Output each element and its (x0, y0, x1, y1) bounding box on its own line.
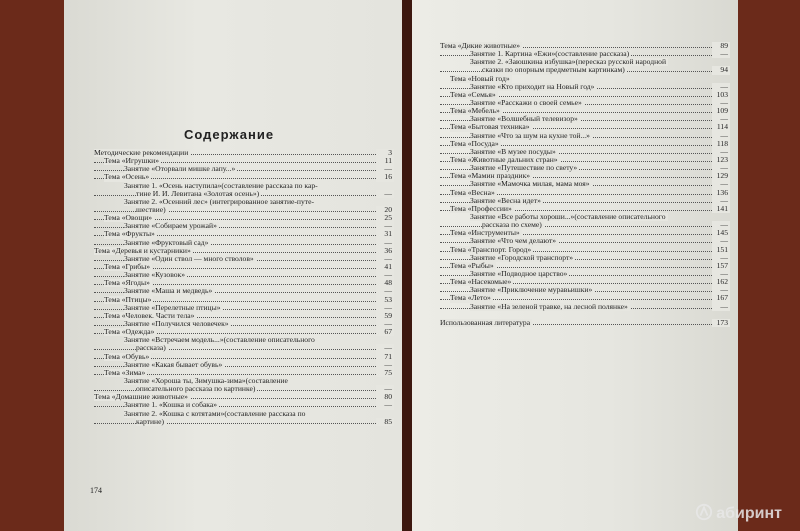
toc-entry-page: 157 (712, 262, 730, 270)
toc-entry-text: Занятие «Путешествие по свету» (470, 163, 578, 173)
toc-entry-page: — (376, 385, 394, 393)
toc-entry-page: 103 (712, 91, 730, 99)
toc-entry-text: Тема «Овощи» (104, 213, 153, 223)
toc-entry-page: 123 (712, 156, 730, 164)
toc-entry-text: Тема «Грибы» (104, 261, 151, 271)
toc-entry-page: 136 (712, 189, 730, 197)
toc-entry-text: Тема «Мамин праздник» (450, 171, 531, 181)
toc-entry-page: 53 (376, 296, 394, 304)
toc-entry-text: Тема «Семья» (450, 89, 496, 99)
toc-entry-text: Занятие «Фруктовый сад» (124, 237, 209, 247)
toc-entry-text: Тема «Птицы» (104, 294, 152, 304)
toc-entry-text: Занятие «Один ствол — много стволов» (124, 253, 254, 263)
toc-entry-page: 109 (712, 107, 730, 115)
toc-entry (440, 303, 730, 311)
toc-entry-text: Занятие «Городской транспорт» (470, 252, 574, 262)
toc-entry (94, 418, 394, 426)
toc-entry-page: — (712, 148, 730, 156)
toc-entry-text: картине) (136, 416, 164, 426)
page-number: 174 (90, 486, 102, 495)
toc-entry-page: 167 (712, 294, 730, 302)
toc-entry-text: Занятие «Собираем урожай» (124, 221, 217, 231)
toc-entry-text: Занятие «Перелетные птицы» (124, 302, 221, 312)
toc-entry-page: 16 (376, 173, 394, 181)
toc-entry-text: Занятие «Какая бывает обувь» (124, 359, 223, 369)
toc-entry-text: Тема «Одежда» (104, 327, 155, 337)
toc-entry-text: Тема «Новый год» (450, 73, 510, 83)
toc-entry-text: Тема «Лето» (450, 293, 491, 303)
toc-entry-page: 141 (712, 205, 730, 213)
toc-entry-text: Занятие 2. «Заюшкина избушка»(пересказ русской народной (470, 57, 667, 67)
toc-entry-page: — (712, 254, 730, 262)
toc-entry-page: 80 (376, 393, 394, 401)
toc-entry-page: — (712, 115, 730, 123)
toc-entry-page: 59 (376, 312, 394, 320)
toc-entry-page: — (712, 197, 730, 205)
toc-entry-page: — (376, 165, 394, 173)
toc-entry-text: Тема «Обувь» (104, 351, 150, 361)
toc-entry-text: Занятие «Встречаем модель...»(составление описательного (124, 335, 315, 345)
toc-entry-text: Тема «Зима» (104, 367, 146, 377)
watermark-text: абиринт (716, 505, 782, 522)
toc-entry-page: 31 (376, 230, 394, 238)
toc-entry-text: Тема «Животные дальних стран» (450, 154, 558, 164)
toc-entry-text: Тема «Насекомые» (450, 277, 512, 287)
toc-entry-text: Занятие «На зеленой травке, на лесной полянке» (470, 301, 628, 311)
toc-entry-page: 3 (376, 149, 394, 157)
toc-entry-text: Занятие 2. «Кошка с котятами»(составление рассказа по (124, 408, 306, 418)
left-toc-list (94, 149, 394, 426)
toc-entry-page: 173 (712, 319, 730, 327)
toc-entry-page: 75 (376, 369, 394, 377)
toc-entry-page: — (376, 271, 394, 279)
toc-entry-page: — (376, 287, 394, 295)
toc-entry-text: Занятие 1. «Кошка и собака» (124, 400, 218, 410)
toc-entry-text: Занятие «Волшебный телевизор» (470, 114, 578, 124)
toc-entry-text: Занятие «В музее посуды» (470, 146, 556, 156)
toc-entry-text: Занятие «Все работы хороши...»(составление описательного (470, 211, 666, 221)
toc-entry-text: Занятие «Маша и медведь» (124, 286, 213, 296)
toc-entry-page: 94 (712, 66, 730, 74)
toc-entry-page: — (376, 344, 394, 352)
toc-entry-page: 71 (376, 353, 394, 361)
toc-entry-text: Тема «Человек. Части тела» (104, 310, 195, 320)
toc-entry-page: — (376, 239, 394, 247)
toc-entry-text: Тема «Посуда» (450, 138, 499, 148)
toc-entry-page: 89 (712, 42, 730, 50)
toc-entry-text: Тема «Бытовая техника» (450, 122, 530, 132)
toc-entry-text: Занятие «Расскажи о своей семье» (470, 97, 582, 107)
toc-entry-text: Занятие 1. Картина «Ежи»(составление рассказа) (470, 49, 630, 59)
toc-entry-text: Тема «Профессии» (450, 203, 512, 213)
toc-entry-text: Тема «Весна» (450, 187, 495, 197)
toc-entry-page: 114 (712, 123, 730, 131)
toc-entry-page: 129 (712, 172, 730, 180)
toc-entry-page: 162 (712, 278, 730, 286)
right-toc-list (440, 42, 730, 327)
toc-entry-text: Занятие «Кузовок» (124, 270, 186, 280)
toc-entry-page: 20 (376, 206, 394, 214)
toc-entry-page: 151 (712, 246, 730, 254)
toc-entry-text: Тема «Дикие животные» (440, 41, 520, 50)
toc-entry-page: 25 (376, 214, 394, 222)
toc-entry-text: Занятие 1. «Осень наступила»(составление рассказа по кар- (124, 180, 318, 190)
toc-entry-text: Занятие «Весна идет» (470, 195, 541, 205)
toc-entry-text: описательного рассказа по картинке) (136, 384, 256, 394)
toc-entry-text: Тема «Мебель» (450, 106, 500, 116)
right-page (412, 0, 738, 531)
toc-entry-page: — (712, 99, 730, 107)
toc-entry-page: 41 (376, 263, 394, 271)
toc-entry-page: — (376, 304, 394, 312)
toc-entry-text: Тема «Деревья и кустарники» (94, 245, 191, 255)
toc-entry-text: тине И. И. Левитана «Золотая осень») (136, 188, 260, 198)
labirint-logo-icon (695, 503, 713, 521)
toc-entry-text: шествие) (136, 204, 166, 214)
left-page (64, 0, 402, 531)
toc-entry-text: Занятие «Мамочка милая, мама моя» (470, 179, 590, 189)
toc-entry-text: Занятие 2. «Осенний лес» (интегрированное занятие-путе- (124, 196, 315, 206)
watermark (695, 503, 782, 523)
toc-entry-page: — (712, 286, 730, 294)
toc-entry-text: сказки по опорным предметным картинкам) (482, 65, 625, 75)
toc-entry-text: Тема «Игрушки» (104, 156, 160, 166)
toc-entry-text: Занятие «Что за шум на кухне той...» (470, 130, 590, 140)
toc-entry-page: — (712, 50, 730, 58)
book-gutter (402, 0, 412, 531)
toc-entry-text: Занятие «Хороша ты, Зимушка-зима»(составление (124, 375, 288, 385)
toc-entry-text: рассказа по схеме) (482, 220, 542, 230)
toc-entry-text: рассказа) (136, 343, 166, 353)
toc-entry-text: Тема «Рыбы» (450, 260, 494, 270)
toc-entry-text: Занятие «Что чем делают» (470, 236, 557, 246)
toc-entry-page: 118 (712, 140, 730, 148)
toc-entry-page: 11 (376, 157, 394, 165)
toc-entry-page: 85 (376, 418, 394, 426)
toc-entry-text: Занятие «Подводное царство» (470, 268, 568, 278)
toc-entry-page: — (712, 164, 730, 172)
toc-entry-page: — (712, 132, 730, 140)
toc-entry-text: Тема «Инструменты» (450, 228, 520, 238)
toc-entry-text: Занятие «Приключение муравьишки» (470, 285, 593, 295)
toc-entry-text: Занятие «Оторвали мишке лапу...» (124, 164, 236, 174)
toc-entry-page: — (376, 255, 394, 263)
toc-entry-page: — (712, 237, 730, 245)
toc-entry (440, 319, 730, 327)
toc-entry-page: — (712, 270, 730, 278)
toc-entry-page: — (376, 361, 394, 369)
toc-entry-page: — (712, 221, 730, 229)
toc-entry-page: — (712, 180, 730, 188)
toc-entry-text: Использованная литература (440, 317, 531, 327)
toc-entry-page: — (376, 222, 394, 230)
toc-entry-page: 36 (376, 247, 394, 255)
toc-entry-page: 67 (376, 328, 394, 336)
toc-entry-text: Тема «Фрукты» (104, 229, 155, 239)
toc-entry-text: Методические рекомендации (94, 148, 189, 157)
toc-entry-page: — (376, 320, 394, 328)
toc-entry-page: 145 (712, 229, 730, 237)
toc-entry-text: Тема «Осень» (104, 172, 150, 182)
toc-entry-text: Занятие «Кто приходит на Новый год» (470, 81, 595, 91)
toc-entry-text: Тема «Транспорт. Город» (450, 244, 532, 254)
dot-leader (440, 226, 712, 227)
toc-title: Содержание (184, 127, 275, 142)
toc-entry-page: — (376, 401, 394, 409)
toc-entry-page: 48 (376, 279, 394, 287)
toc-entry-page: — (376, 190, 394, 198)
toc-entry-page: — (712, 83, 730, 91)
toc-entry-text: Занятие «Получился человечек» (124, 318, 229, 328)
toc-entry-text: Тема «Домашние животные» (94, 392, 188, 402)
toc-entry-page: — (712, 303, 730, 311)
toc-entry-text: Тема «Ягоды» (104, 278, 150, 288)
